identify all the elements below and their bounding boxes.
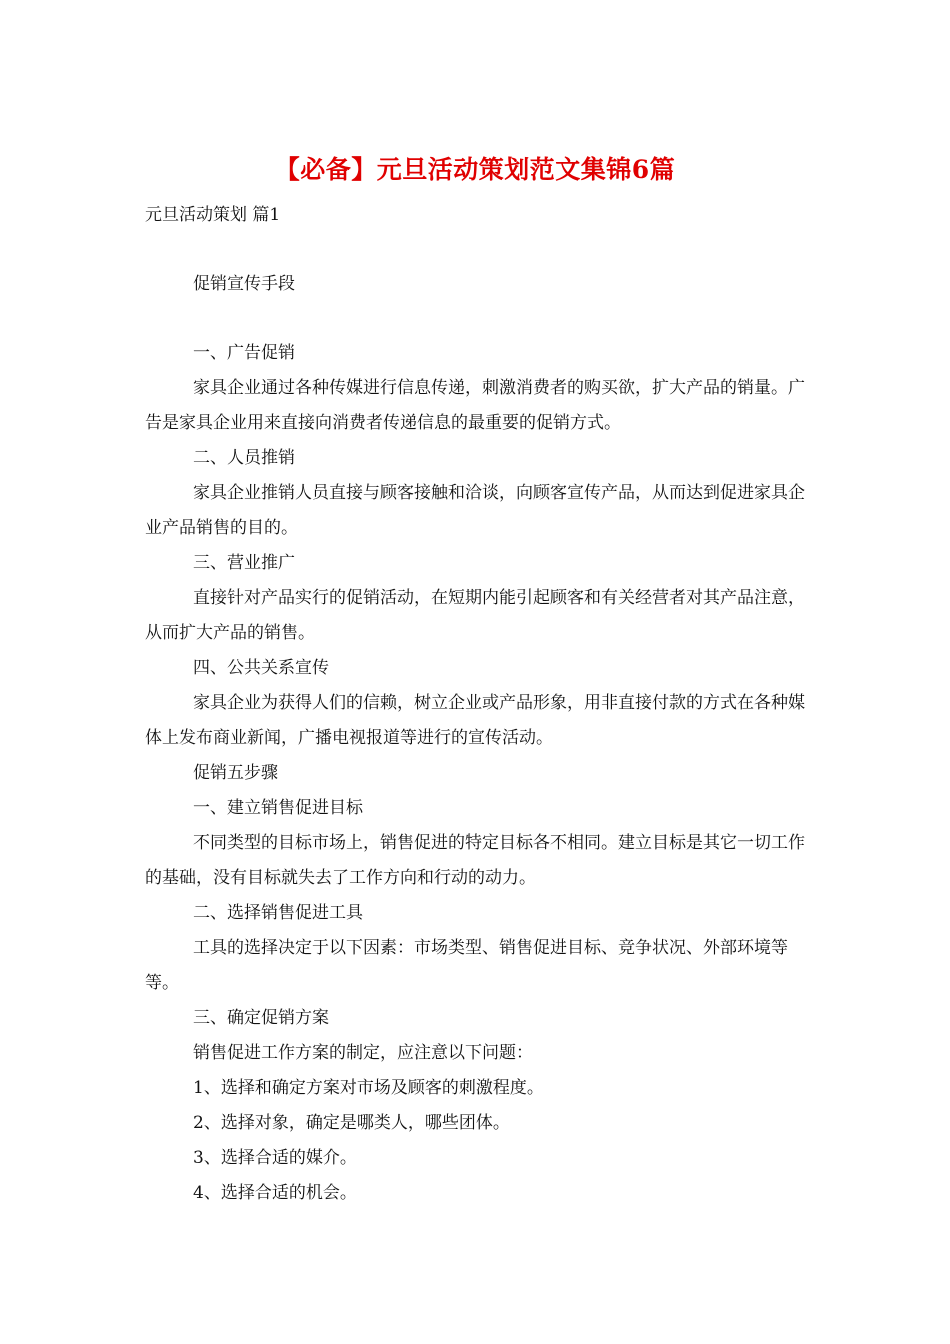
paragraph: 二、人员推销 bbox=[193, 448, 295, 468]
paragraph: 直接针对产品实行的促销活动，在短期内能引起顾客和有关经营者对其产品注意，从而扩大产品的销售。 bbox=[145, 588, 805, 643]
list-item: 2、选择对象，确定是哪类人，哪些团体。 bbox=[193, 1113, 510, 1133]
paragraph: 四、公共关系宣传 bbox=[193, 658, 329, 678]
section-heading: 元旦活动策划 篇1 bbox=[145, 205, 281, 225]
paragraph: 工具的选择决定于以下因素：市场类型、销售促进目标、竞争状况、外部环境等等。 bbox=[145, 938, 788, 993]
document-title: 【必备】元旦活动策划范文集锦6篇 bbox=[274, 155, 676, 184]
list-item: 1、选择和确定方案对市场及顾客的刺激程度。 bbox=[193, 1078, 544, 1098]
paragraph: 二、选择销售促进工具 bbox=[193, 903, 363, 923]
paragraph: 销售促进工作方案的制定，应注意以下问题： bbox=[193, 1043, 533, 1063]
paragraph: 一、建立销售促进目标 bbox=[193, 798, 363, 818]
document-body bbox=[145, 198, 805, 1211]
paragraph: 三、确定促销方案 bbox=[193, 1008, 329, 1028]
paragraph: 三、营业推广 bbox=[193, 553, 295, 573]
paragraph: 家具企业为获得人们的信赖，树立企业或产品形象，用非直接付款的方式在各种媒体上发布商业新闻，广播电视报道等进行的宣传活动。 bbox=[145, 693, 805, 748]
paragraph: 促销五步骤 bbox=[193, 763, 278, 783]
paragraph: 促销宣传手段 bbox=[193, 274, 295, 294]
paragraph: 不同类型的目标市场上，销售促进的特定目标各不相同。建立目标是其它一切工作的基础，没有目标就失去了工作方向和行动的动力。 bbox=[145, 833, 805, 888]
paragraph: 一、广告促销 bbox=[193, 343, 295, 363]
paragraph: 家具企业推销人员直接与顾客接触和洽谈，向顾客宣传产品，从而达到促进家具企业产品销售的目的。 bbox=[145, 483, 805, 538]
list-item: 3、选择合适的媒介。 bbox=[193, 1148, 357, 1168]
list-item: 4、选择合适的机会。 bbox=[193, 1183, 357, 1203]
paragraph: 家具企业通过各种传媒进行信息传递，刺激消费者的购买欲，扩大产品的销量。广告是家具企业用来直接向消费者传递信息的最重要的促销方式。 bbox=[145, 378, 805, 433]
